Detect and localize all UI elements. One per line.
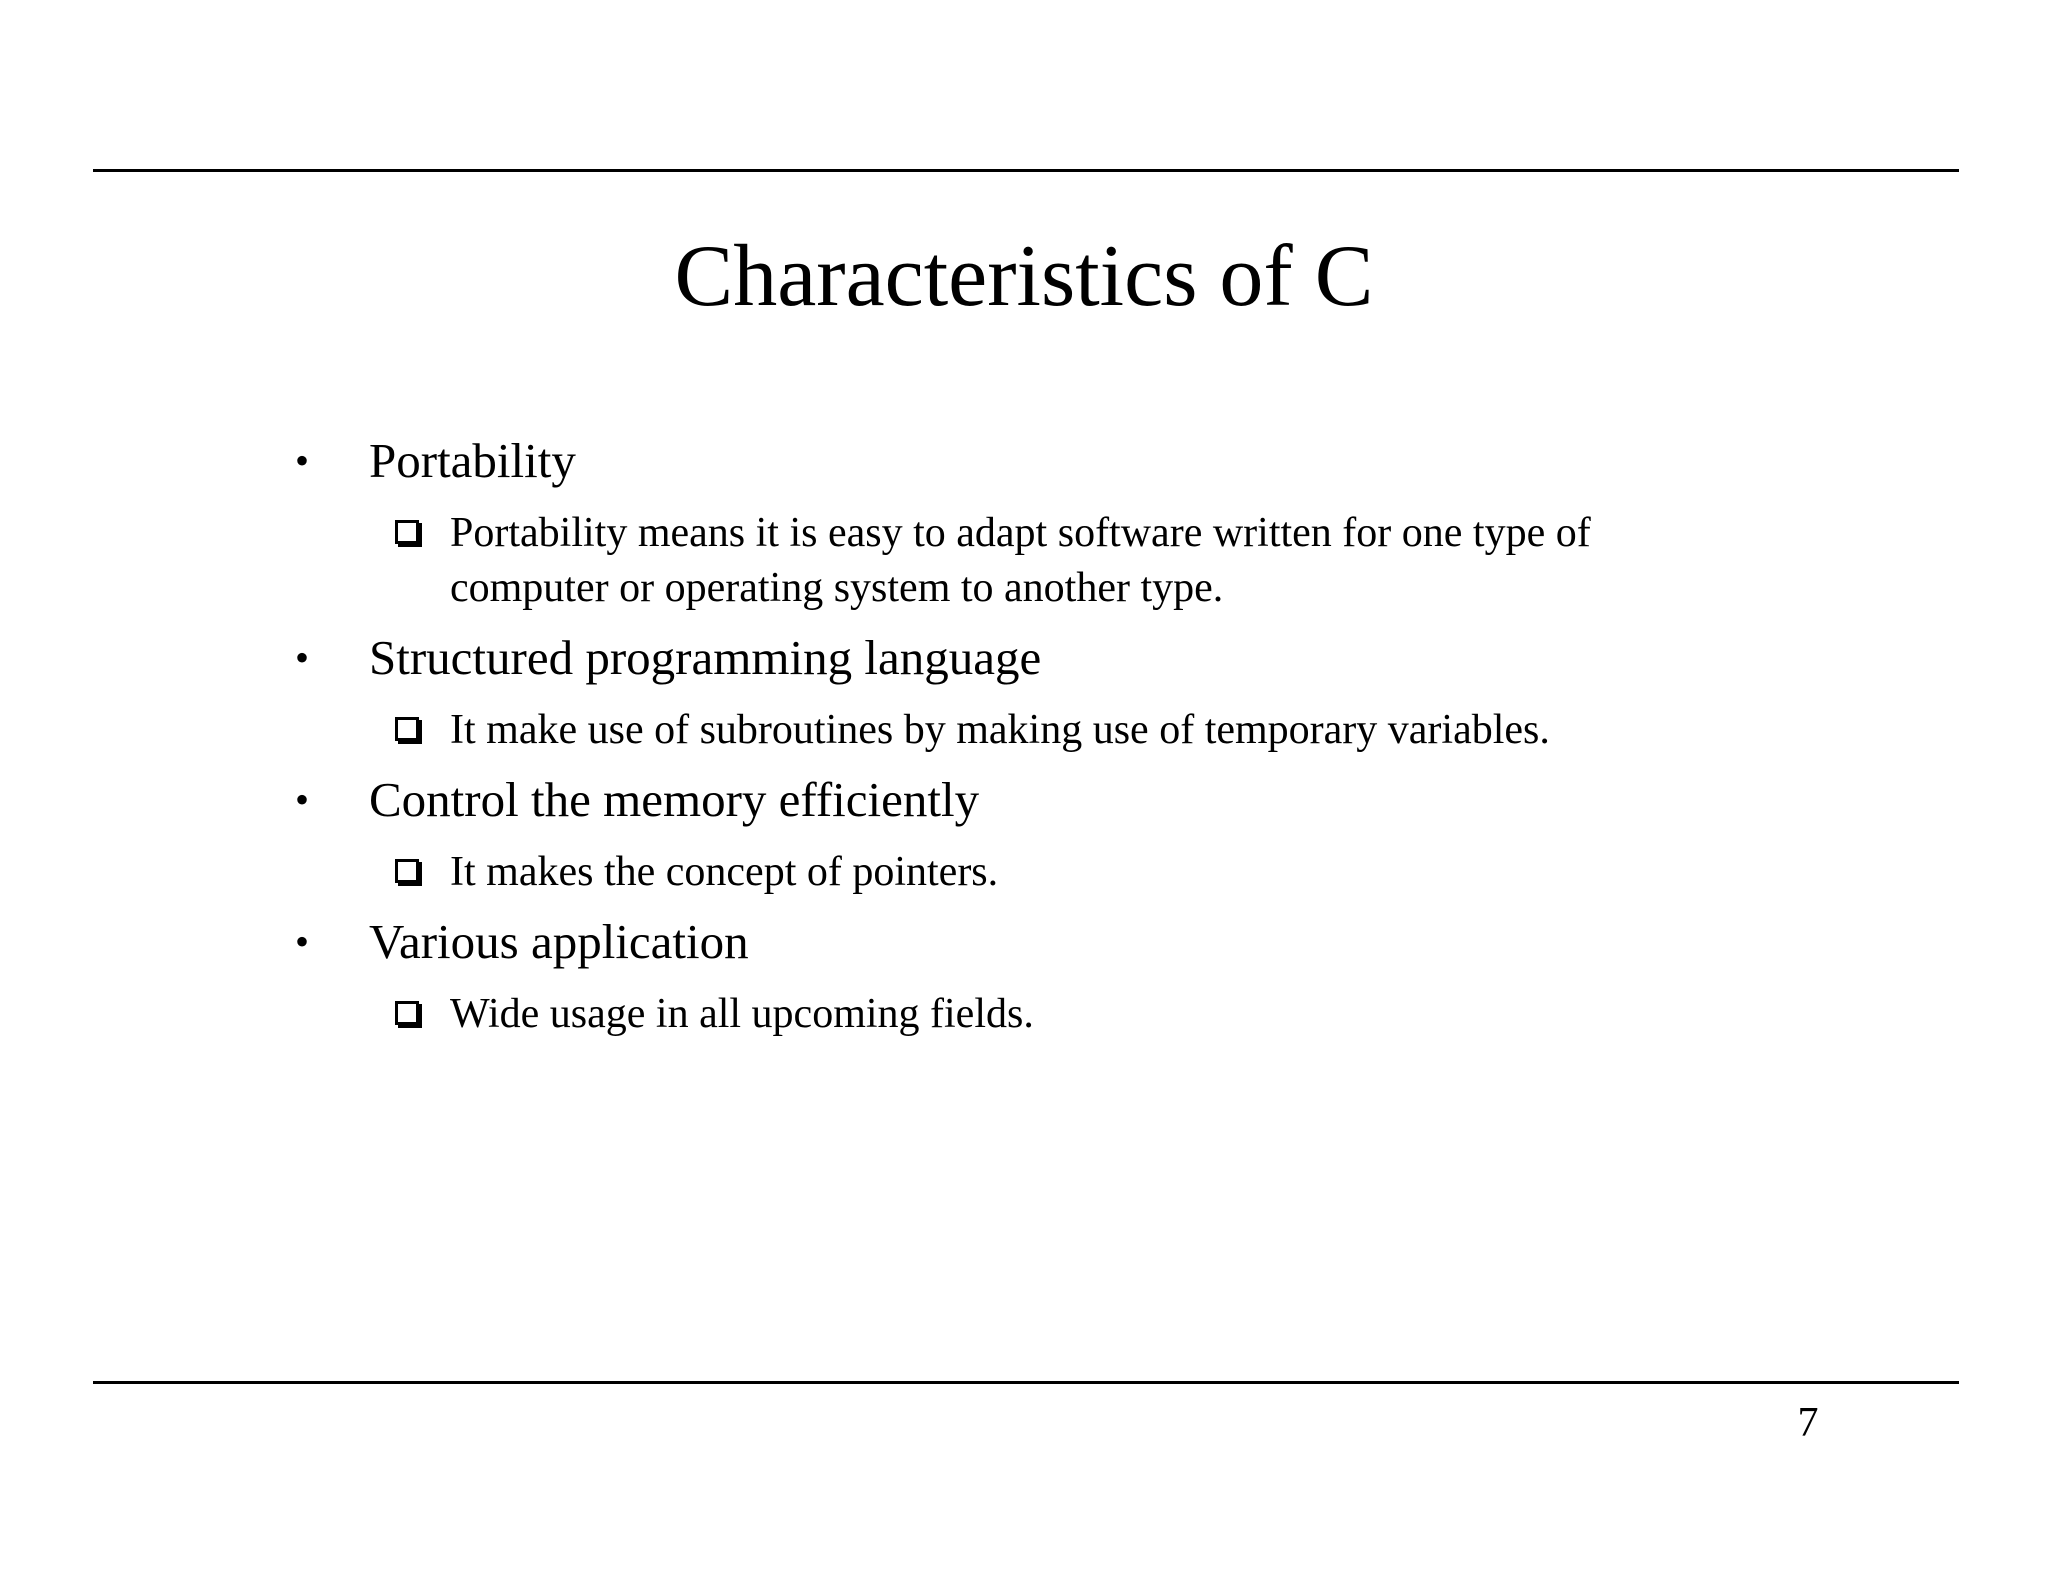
bullet-icon: • [295,438,310,483]
checkbox-bullet-icon [395,1001,419,1025]
slide-title: Characteristics of C [674,228,1374,325]
bullet-label: Various application [369,914,749,969]
checkbox-bullet-icon [395,717,419,741]
checkbox-bullet-icon [395,859,419,883]
sub-item-text: It makes the concept of pointers. [450,849,999,895]
bullet-label: Control the memory efficiently [369,772,980,827]
page-number: 7 [1797,1400,1819,1446]
bullet-icon: • [295,635,310,680]
sub-item-text: Portability means it is easy to adapt software written for one type of computer or operating system to another type. [450,510,1591,611]
top-divider [93,169,1959,172]
bullet-icon: • [295,919,310,964]
bullet-icon: • [295,777,310,822]
bottom-divider [93,1381,1959,1384]
sub-item-text: Wide usage in all upcoming fields. [450,991,1034,1037]
sub-item-text: It make use of subroutines by making use of temporary variables. [450,707,1550,753]
bullet-label: Portability [369,433,576,488]
checkbox-bullet-icon [395,520,419,544]
bullet-label: Structured programming language [369,630,1042,685]
